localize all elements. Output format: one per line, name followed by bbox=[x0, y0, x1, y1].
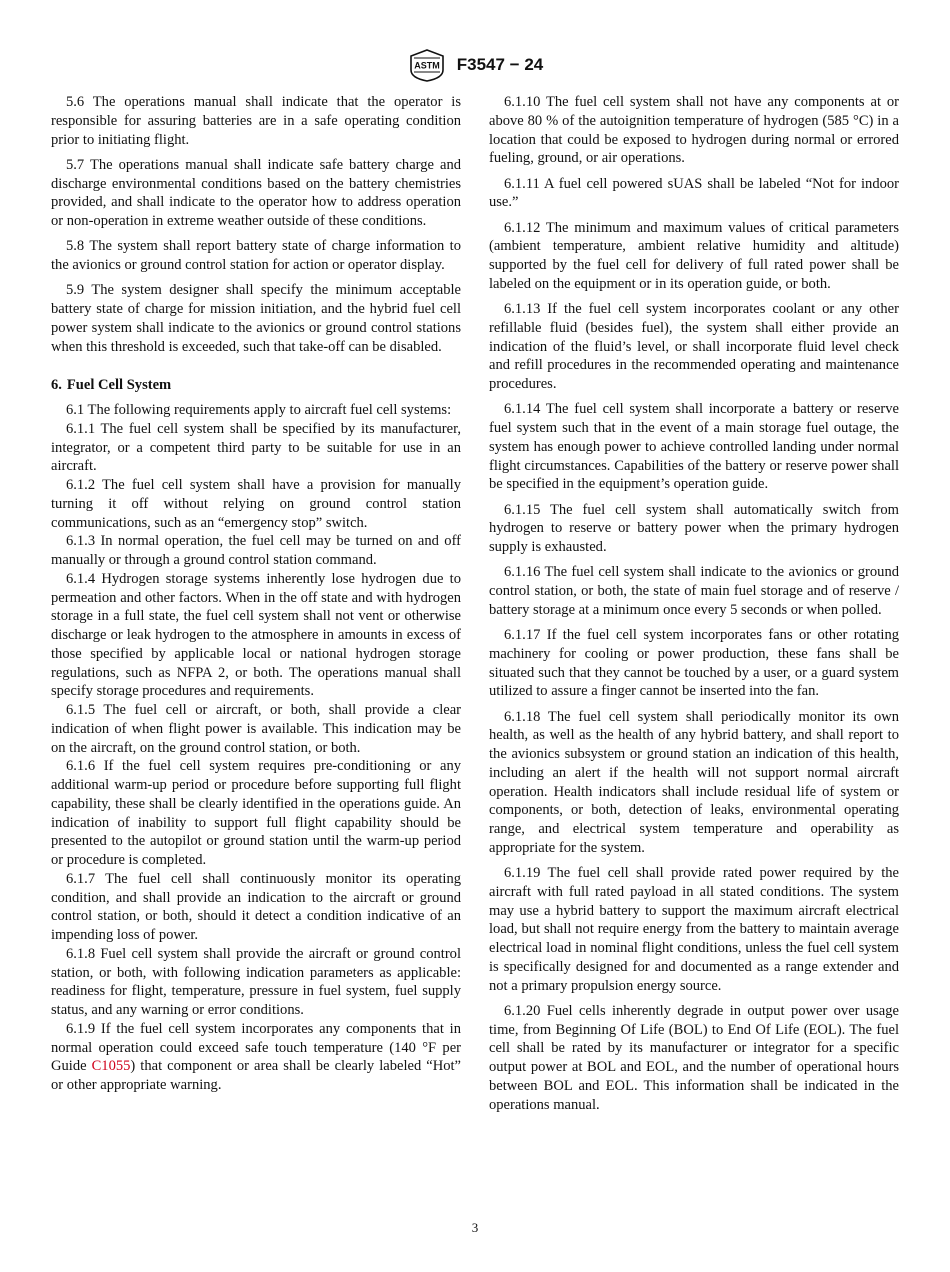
paragraph-6-1-3: 6.1.3 In normal operation, the fuel cell may be turned on and off manually or through a ground control station command. bbox=[51, 533, 461, 568]
paragraph-6-1-13: 6.1.13 If the fuel cell system incorporates coolant or any other refillable fluid (besides fuel), the system shall either provide an indication of the fluid’s level, or shall incorporate fluid level check and refill procedures in the recommended operating and maintenance procedures. bbox=[489, 301, 899, 392]
paragraph-6-1-19: 6.1.19 The fuel cell shall provide rated power required by the aircraft with full rated payload in all stated conditions. The system may use a hybrid battery to support the maximum aircraft electrical load, but shall not require energy from the battery to maintain average electrical load in nominal flight conditions, unless the fuel cell system is specifically designed for and documented as a range extender and not a primary propulsion energy source. bbox=[489, 865, 899, 994]
section-title: Fuel Cell System bbox=[66, 377, 172, 394]
paragraph-6-1-18: 6.1.18 The fuel cell system shall periodically monitor its own health, as well as the health of any hybrid battery, and shall report to the avionics subsystem or ground station an indication of this health, including an alert if the health will not support normal aircraft operation. Health indicators shall include residual life of system or components, or both, detection of leaks, environmental operating range, and electrical system temperature and operability as appropriate for the system. bbox=[489, 708, 899, 856]
paragraph-5-9: 5.9 The system designer shall specify the minimum acceptable battery state of charge for mission initiation, and the hybrid fuel cell power system shall indicate to the avionics or ground control stations when this threshold is exceeded, such that take-off can be disabled. bbox=[51, 282, 461, 355]
paragraph-6-1-9-text: 6.1.9 If the fuel cell system incorporates any components that in normal operation could exceed safe touch temperature (140 °F per Guide bbox=[51, 1020, 461, 1075]
paragraph-5-8: 5.8 The system shall report battery state of charge information to the avionics or ground control station for action or operator display. bbox=[51, 238, 461, 273]
standard-designation: F3547 − 24 bbox=[456, 55, 544, 74]
paragraph-6-1-14: 6.1.14 The fuel cell system shall incorporate a battery or reserve fuel system such that in the event of a main storage fuel outage, the system has enough power to achieve controlled landing under normal flight circumstances. Capabilities of the battery or reserve power shall be specified in the equipment’s operation guide. bbox=[489, 401, 899, 493]
paragraph-6-1-17: 6.1.17 If the fuel cell system incorporates fans or other rotating machinery for cooling or power production, these fans shall be situated such that they cannot be touched by a user, or a guard system utilized to assure a finger cannot be inserted into the fan. bbox=[489, 627, 899, 700]
paragraph-6-1-4: 6.1.4 Hydrogen storage systems inherently lose hydrogen due to permeation and other factors. When in the off state and with hydrogen storage in a full state, the fuel cell system shall not vent or otherwise discharge or leak hydrogen to the atmosphere in amounts in excess of those specified by applicable local or national hydrogen storage regulations, such as NFPA 2, or both. The operations manual shall specify storage procedures and requirements. bbox=[51, 570, 461, 700]
paragraph-6-1-11: 6.1.11 A fuel cell powered sUAS shall be labeled “Not for indoor use.” bbox=[489, 175, 899, 211]
page-number: 3 bbox=[471, 1220, 479, 1235]
paragraph-5-7: 5.7 The operations manual shall indicate safe battery charge and discharge environmental conditions based on the battery chemistries provided, and shall indicate to the operator how to address operation or non-operation in extreme weather outside of these conditions. bbox=[51, 156, 461, 229]
paragraph-5-6: 5.6 The operations manual shall indicate that the operator is responsible for assuring batteries are in a safe operating condition prior to initiating flight. bbox=[51, 94, 461, 148]
paragraph-6-1-7: 6.1.7 The fuel cell shall continuously monitor its operating condition, and shall provide an indication to the aircraft or ground control station, or both, should it detect a condition indicative of an impending loss of power. bbox=[51, 870, 461, 943]
left-column bbox=[51, 93, 461, 1095]
paragraph-6-1-15: 6.1.15 The fuel cell system shall automatically switch from hydrogen to reserve or battery power when the primary hydrogen supply is exhausted. bbox=[489, 501, 899, 555]
paragraph-6-1-5: 6.1.5 The fuel cell or aircraft, or both, shall provide a clear indication of when flight power is available. This indication may be on the aircraft, on the ground control station, or both. bbox=[51, 702, 461, 756]
paragraph-6-1-2: 6.1.2 The fuel cell system shall have a provision for manually turning it off without relying on ground control station communications, such as an “emergency stop” switch. bbox=[51, 477, 461, 531]
paragraph-6-1-9 bbox=[51, 1020, 461, 1095]
paragraph-6-1-16: 6.1.16 The fuel cell system shall indicate to the avionics or ground control station, or both, the state of main fuel storage and of reserve / battery storage at a minimum once every 5 seconds or when polled. bbox=[489, 564, 899, 618]
right-column bbox=[489, 93, 899, 1114]
paragraph-6-1-1: 6.1.1 The fuel cell system shall be specified by its manufacturer, integrator, or a competent third party to be suitable for use in an aircraft. bbox=[51, 420, 461, 475]
paragraph-6-1-10: 6.1.10 The fuel cell system shall not have any components at or above 80 % of the autoignition temperature of hydrogen (585 °C) in a location that could be exposed to hydrogen during normal or errored fueling, ground, or air operations. bbox=[489, 94, 899, 167]
paragraph-6-1: 6.1 The following requirements apply to aircraft fuel cell systems: bbox=[66, 402, 452, 418]
paragraph-6-1-12: 6.1.12 The minimum and maximum values of critical parameters (ambient temperature, ambient relative humidity and altitude) supported by the fuel cell for delivery of full rated power shall be labeled on the equipment or in its operation guide, or both. bbox=[489, 219, 899, 292]
logo-text: ASTM bbox=[414, 60, 440, 71]
page-header bbox=[0, 48, 950, 88]
paragraph-6-1-8: 6.1.8 Fuel cell system shall provide the aircraft or ground control station, or both, with following indication parameters as applicable: readiness for flight, temperature, pressure in fuel system, fuel supply status, and any warning or error conditions. bbox=[51, 945, 461, 1018]
section-heading bbox=[51, 376, 461, 395]
astm-logo-icon bbox=[407, 48, 447, 82]
paragraph-6-1-9-text-end: ) that component or area shall be clearly labeled “Hot” or other appropriate warning. bbox=[51, 1058, 461, 1093]
section-number: 6. bbox=[51, 377, 62, 394]
paragraph-6-1-6: 6.1.6 If the fuel cell system requires pre-conditioning or any additional warm-up period or procedure before supporting full flight capability, these shall be clearly identified in the operations guide. An indication of inability to support full flight capability should be presented to the autopilot or ground station until the warm-up period or procedure is completed. bbox=[51, 758, 461, 868]
c1055-reference-link[interactable]: C1055 bbox=[91, 1058, 131, 1075]
paragraph-6-1-20: 6.1.20 Fuel cells inherently degrade in output power over usage time, from Beginning Of Life (BOL) to End Of Life (EOL). The fuel cell shall be rated by its manufacturer or integrator for a specific output power at BOL and EOL, and the number of operational hours between BOL and EOL. This information shall be indicated in the operations manual. bbox=[489, 1002, 899, 1113]
